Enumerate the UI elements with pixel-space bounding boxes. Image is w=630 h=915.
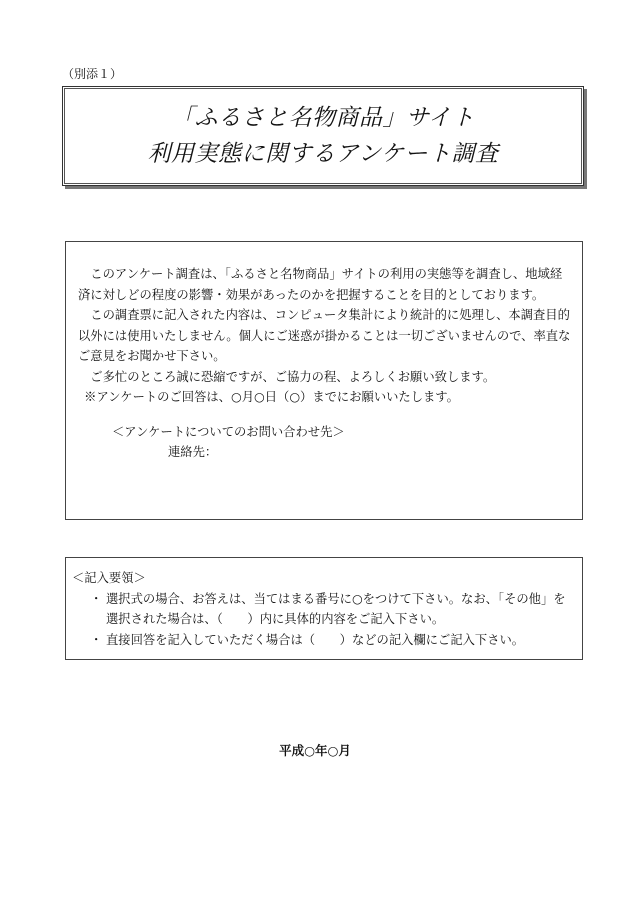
title-line-1: 「ふるさと名物商品」サイト — [171, 105, 475, 131]
attachment-label: （別添１） — [62, 67, 123, 81]
intro-paragraph-privacy: この調査票に記入された内容は、コンピュータ集計により統計的に処理し、本調査目的以外には使用いたしません。個人にご迷惑が掛かることは一切ございませんので、率直なご意見をお聞かせ下さい。 — [78, 308, 571, 363]
rules-item-text: 選択式の場合、お答えは、当てはまる番号に○をつけて下さい。なお、「その他」を選択された場合は、（ ）内に具体的内容をご記入下さい。 — [106, 591, 566, 626]
intro-box — [65, 241, 583, 520]
rules-item — [86, 589, 572, 630]
rules-item-text: 直接回答を記入していただく場合は（ ）などの記入欄にご記入下さい。 — [106, 632, 525, 647]
title-line-2: 利用実態に関するアンケート調査 — [147, 141, 499, 167]
intro-paragraph-thanks: ご多忙のところ誠に恐縮ですが、ご協力の程、よろしくお願い致します。 — [90, 369, 496, 384]
contact-label: 連絡先： — [168, 445, 218, 459]
intro-deadline-note: ※アンケートのご回答は、○月○日（○）までにお願いいたします。 — [84, 390, 459, 404]
contact-block — [78, 422, 572, 463]
rules-item — [86, 630, 572, 651]
title-box — [62, 86, 584, 186]
bullet-icon: ・ — [90, 591, 103, 606]
rules-list — [72, 589, 572, 651]
bullet-icon: ・ — [90, 632, 103, 647]
rules-box — [65, 557, 583, 660]
contact-title: ＜アンケートについてのお問い合わせ先＞ — [112, 424, 345, 439]
intro-paragraph-purpose: このアンケート調査は、「ふるさと名物商品」サイトの利用の実態等を調査し、地域経済に対しどの程度の影響・効果があったのかを把握することを目的としております。 — [78, 267, 563, 302]
rules-heading: ＜記入要領＞ — [72, 571, 146, 585]
document-date: 平成○年○月 — [279, 743, 351, 758]
